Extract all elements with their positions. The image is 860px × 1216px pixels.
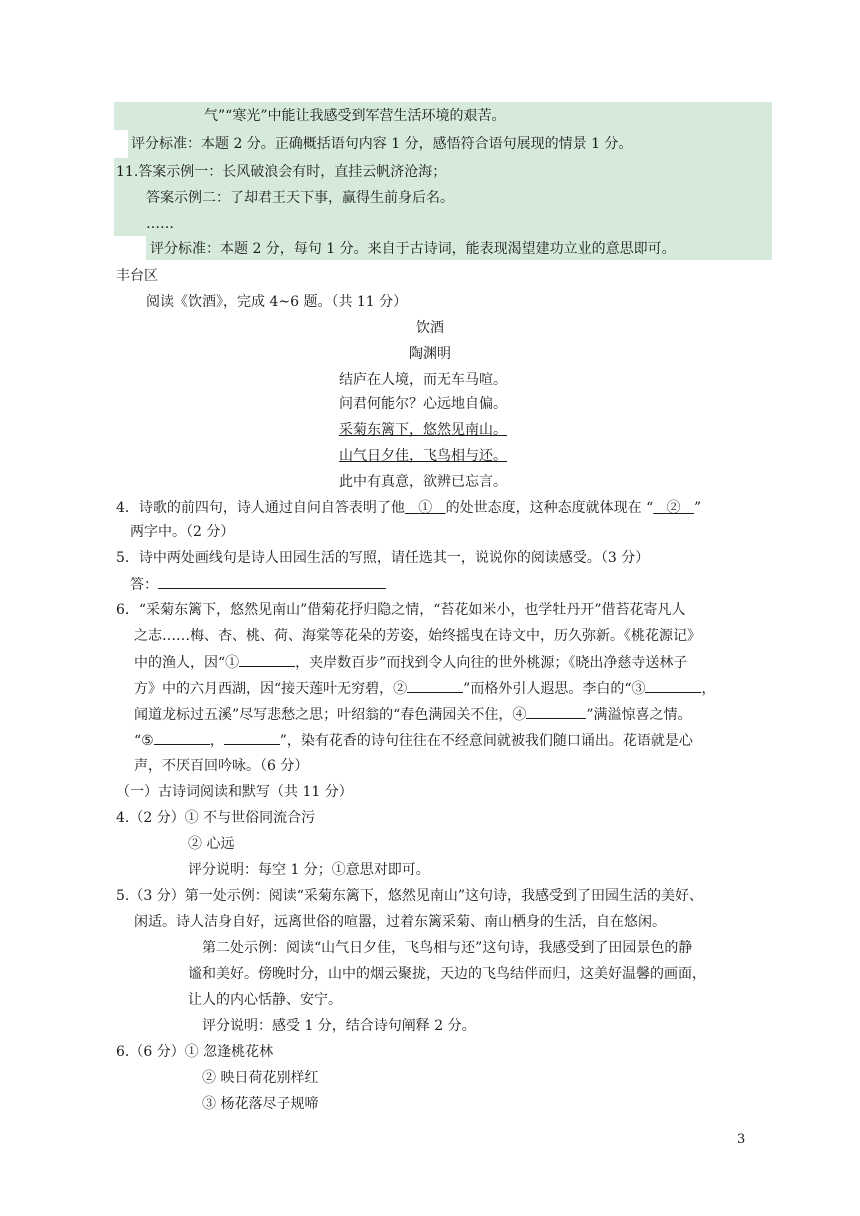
question-5: 5．诗中两处画线句是诗人田园生活的写照，请任选其一，说说你的阅读感受。（3 分） <box>116 550 650 566</box>
answer-example: 答案示例二：了却君王天下事，赢得生前身后名。 <box>146 190 454 206</box>
answer-line: 气”“寒光”中能让我感受到军营生活环境的艰苦。 <box>204 108 506 124</box>
answer-5: 5.（3 分）第一处示例：阅读“采菊东篱下，悠然见南山”这句诗，我感受到了田园生活的美好、 <box>116 888 704 904</box>
answer-5: 闲适。诗人洁身自好，远离世俗的喧嚣，过着东篱采菊、南山栖身的生活，自在悠闲。 <box>134 914 666 930</box>
answer-6: ② 映日荷花别样红 <box>202 1070 319 1086</box>
answer-4-note: 评分说明：每空 1 分；①意思对即可。 <box>188 862 430 878</box>
answer-label: 答： <box>130 577 158 593</box>
answer-blank <box>239 652 295 667</box>
answer-blank <box>224 730 280 745</box>
answer-5: 让人的内心恬静、安宁。 <box>188 992 342 1008</box>
poem-line: 问君何能尔？心远地自偏。 <box>339 396 507 412</box>
poem-author: 陶渊明 <box>409 346 451 362</box>
question-6: 方》中的六月西湖，因“接天莲叶无穷碧，② ”而格外引人遐思。李白的“③ ， <box>134 678 715 699</box>
reading-intro: 阅读《饮酒》，完成 4~6 题。（共 11 分） <box>146 294 408 310</box>
question-6: 闻道龙标过五溪”尽写悲愁之思；叶绍翁的“春色满园关不住，④ ”满溢惊喜之情。 <box>134 704 692 725</box>
answer-line-q5 <box>130 574 386 595</box>
question-6: 中的渔人，因“① ，夹岸数百步”而找到令人向往的世外桃源；《晓出净慈寺送林子 <box>134 652 687 673</box>
page-number: 3 <box>737 1132 746 1147</box>
answer-6: ③ 杨花落尽子规啼 <box>202 1096 319 1112</box>
poem-line-underlined: 采菊东篱下，悠然见南山。 <box>339 422 507 438</box>
question-4-cont: 两字中。（2 分） <box>130 524 235 540</box>
scoring-standard: 评分标准：本题 2 分。正确概括语句内容 1 分，感悟符合语句展现的情景 1 分。 <box>131 136 633 152</box>
answer-4: ② 心远 <box>188 836 235 852</box>
answer-blank <box>154 730 210 745</box>
question-6: 之志……梅、杏、桃、荷、海棠等花朵的芳姿，始终摇曳在诗文中，历久弥新。《桃花源记》 <box>134 628 701 644</box>
answer-blank <box>526 704 586 719</box>
answer-blank <box>645 678 701 693</box>
answer-blank <box>158 574 386 589</box>
answer-5: 谧和美好。傍晚时分，山中的烟云聚拢，天边的飞鸟结伴而归，这美好温馨的画面， <box>188 966 706 982</box>
question-6: 6．“采菊东篱下，悠然见南山”借菊花抒归隐之情，“苔花如米小，也学牡丹开”借苔花寄凡人 <box>116 602 686 618</box>
answer-6: 6.（6 分）① 忽逢桃花林 <box>116 1044 274 1060</box>
answer-4: 4.（2 分）① 不与世俗同流合污 <box>116 810 316 826</box>
question-text: 的处世态度，这种态度就体现在 “ <box>445 500 654 516</box>
question-6: “⑤ ， ”，染有花香的诗句往往在不经意间就被我们随口诵出。花语就是心 <box>134 730 693 751</box>
answer-section-heading: （一）古诗词阅读和默写（共 11 分） <box>116 784 353 800</box>
poem-line: 结庐在人境，而无车马喧。 <box>339 372 507 388</box>
question-text: 4．诗歌的前四句，诗人通过自问自答表明了他 <box>116 500 405 516</box>
answer-blank: ① <box>418 500 433 516</box>
poem-title: 饮酒 <box>416 320 444 336</box>
answer-5: 第二处示例：阅读“山气日夕佳，飞鸟相与还”这句诗，我感受到了田园景色的静 <box>202 940 693 956</box>
poem-line-underlined: 山气日夕佳，飞鸟相与还。 <box>339 448 507 464</box>
answer-5-note: 评分说明：感受 1 分，结合诗句阐释 2 分。 <box>202 1018 476 1034</box>
ellipsis: …… <box>146 216 174 232</box>
poem-line: 此中有真意，欲辨已忘言。 <box>339 474 507 490</box>
answer-example: 11.答案示例一：长风破浪会有时，直挂云帆济沧海； <box>116 164 447 180</box>
answer-blank <box>407 678 463 693</box>
scoring-standard: 评分标准：本题 2 分，每句 1 分。来自于古诗词，能表现渴望建功立业的意思即可。 <box>150 241 676 257</box>
question-6: 声，不厌百回吟咏。（6 分） <box>134 758 309 774</box>
district-label: 丰台区 <box>116 268 158 284</box>
answer-blank: ② <box>666 500 681 516</box>
question-4: 4．诗歌的前四句，诗人通过自问自答表明了他 ① 的处世态度，这种态度就体现在 “ ② ” <box>116 500 702 516</box>
